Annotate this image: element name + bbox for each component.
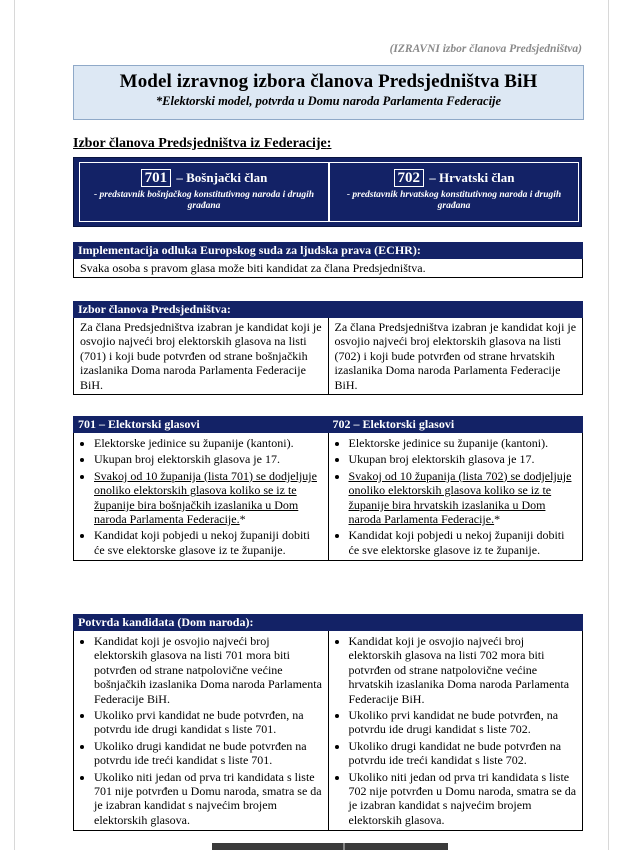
list-item: • Ukoliko drugi kandidat ne bude potvrđen na potvrdu ide treći kandidat s liste 701. <box>94 739 324 768</box>
potvrda-header-empty <box>328 615 583 631</box>
member-hrvatski-label: – Hrvatski član <box>429 170 515 185</box>
list-item <box>94 469 324 527</box>
echr-text: Svaka osoba s pravom glasa može biti kandidat za člana Predsjedništva. <box>74 259 583 278</box>
list-item: • Ukupan broj elektorskih glasova je 17. <box>349 452 579 466</box>
section-heading <box>73 136 331 152</box>
potvrda-header: Potvrda kandidata (Dom naroda): <box>74 615 329 631</box>
izbor-right-text: Za člana Predsjedništva izabran je kandidat koji je osvojio najveći broj elektorskih glasova na listi (702) i koji bude potvrđen od strane hrvatskih izaslanika Doma naroda Parlamenta Federacije BiH. <box>328 318 583 395</box>
member-hrvatski-head <box>330 169 578 187</box>
list-item: • Ukoliko drugi kandidat ne bude potvrđen na potvrdu ide treći kandidat s liste 702. <box>349 739 579 768</box>
member-bosnjacki-label: – Bošnjački član <box>176 170 268 185</box>
elektorski-left-list <box>78 436 324 557</box>
elektorski-right-cell <box>328 433 583 561</box>
potvrda-left-list <box>78 634 324 827</box>
section-heading-colon: : <box>326 136 332 151</box>
list-item: • Ukoliko niti jedan od prva tri kandidata s liste 701 nije potvrđen u Domu naroda, smatra se da je izabran kandidat s najvećim brojem elektorskih glasova. <box>94 770 324 828</box>
izbor-section <box>73 301 583 395</box>
list-item: • Ukoliko prvi kandidat ne bude potvrđen, na potvrdu ide drugi kandidat s liste 702. <box>349 708 579 737</box>
members-box <box>73 157 582 227</box>
member-bosnjacki-desc: - predstavnik bošnjačkog konstitutivnog naroda i drugih građana <box>93 190 315 211</box>
elektorski-right-header: 702 – Elektorski glasovi <box>328 417 583 433</box>
echr-header: Implementacija odluka Europskog suda za ljudska prava (ECHR): <box>74 243 583 259</box>
echr-section <box>73 242 583 278</box>
elektorski-right-list <box>333 436 579 557</box>
viewer-toolbar-divider <box>343 843 345 850</box>
list-item: • Ukoliko niti jedan od prva tri kandidata s liste 702 nije potvrđen u Domu naroda, smatra se da je izabran kandidat s najvećim brojem elektorskih glasova. <box>349 770 579 828</box>
member-hrvatski-number: 702 <box>394 169 425 187</box>
list-item: • Elektorske jedinice su županije (kantoni). <box>94 436 324 450</box>
list-item: • Kandidat koji pobjedi u nekoj županiji dobiti će sve elektorske glasove iz te županije. <box>94 528 324 557</box>
elektorski-section <box>73 416 583 561</box>
potvrda-left-cell <box>74 631 329 831</box>
list-item: • Ukoliko prvi kandidat ne bude potvrđen, na potvrdu ide drugi kandidat s liste 701. <box>94 708 324 737</box>
list-item: • Kandidat koji je osvojio najveći broj elektorskih glasova na listi 702 mora biti potvrđen od strane natpolovične većine hrvatskih izaslanika Doma naroda Parlamenta Federacije BiH. <box>349 634 579 706</box>
potvrda-right-cell <box>328 631 583 831</box>
list-item: • Ukupan broj elektorskih glasova je 17. <box>94 452 324 466</box>
header-note: (IZRAVNI izbor članova Predsjedništva) <box>389 43 582 55</box>
section-heading-text: Izbor članova Predsjedništva iz Federacije <box>73 136 327 151</box>
izbor-header: Izbor članova Predsjedništva: <box>74 302 583 318</box>
member-bosnjacki <box>79 162 329 222</box>
title-box <box>73 65 584 120</box>
page-edge-right <box>608 0 609 850</box>
asterisk: * <box>494 512 501 527</box>
elektorski-left-cell <box>74 433 329 561</box>
izbor-left-text: Za člana Predsjedništva izabran je kandidat koji je osvojio najveći broj elektorskih glasova na listi (701) i koji bude potvrđen od strane bošnjačkih izaslanika Doma naroda Parlamenta Federacije BiH. <box>74 318 329 395</box>
asterisk: * <box>239 512 246 527</box>
member-bosnjacki-head <box>80 169 328 187</box>
document-subtitle: *Elektorski model, potvrda u Domu naroda Parlamenta Federacije <box>155 94 502 108</box>
list-item <box>349 469 579 527</box>
member-hrvatski <box>329 162 579 222</box>
member-hrvatski-desc: - predstavnik hrvatskog konstitutivnog naroda i drugih građana <box>346 190 562 211</box>
page-edge-left <box>14 0 15 850</box>
underlined-text: Svakoj od 10 županija (lista 701) se dodjeljuje onoliko elektorskih glasova koliko se iz te županije bira bošnjačkih izaslanika u Dom naroda Parlamenta Federacije. <box>94 468 317 527</box>
list-item: • Kandidat koji je osvojio najveći broj elektorskih glasova na listi 701 mora biti potvrđen od strane natpolovične većine bošnjačkih izaslanika Doma naroda Parlamenta Federacije BiH. <box>94 634 324 706</box>
document-title: Model izravnog izbora članova Predsjedništva BiH <box>119 71 538 92</box>
elektorski-left-header: 701 – Elektorski glasovi <box>74 417 329 433</box>
underlined-text: Svakoj od 10 županija (lista 702) se dodjeljuje onoliko elektorskih glasova koliko se iz te županije bira hrvatskih izaslanika u Dom naroda Parlamenta Federacije. <box>348 468 572 527</box>
list-item: • Elektorske jedinice su županije (kantoni). <box>349 436 579 450</box>
member-bosnjacki-number: 701 <box>141 169 172 187</box>
potvrda-section <box>73 614 583 831</box>
list-item: • Kandidat koji pobjedi u nekoj županiji dobiti će sve elektorske glasove iz te županije. <box>349 528 579 557</box>
viewer-toolbar[interactable] <box>212 843 448 850</box>
potvrda-right-list <box>333 634 579 827</box>
